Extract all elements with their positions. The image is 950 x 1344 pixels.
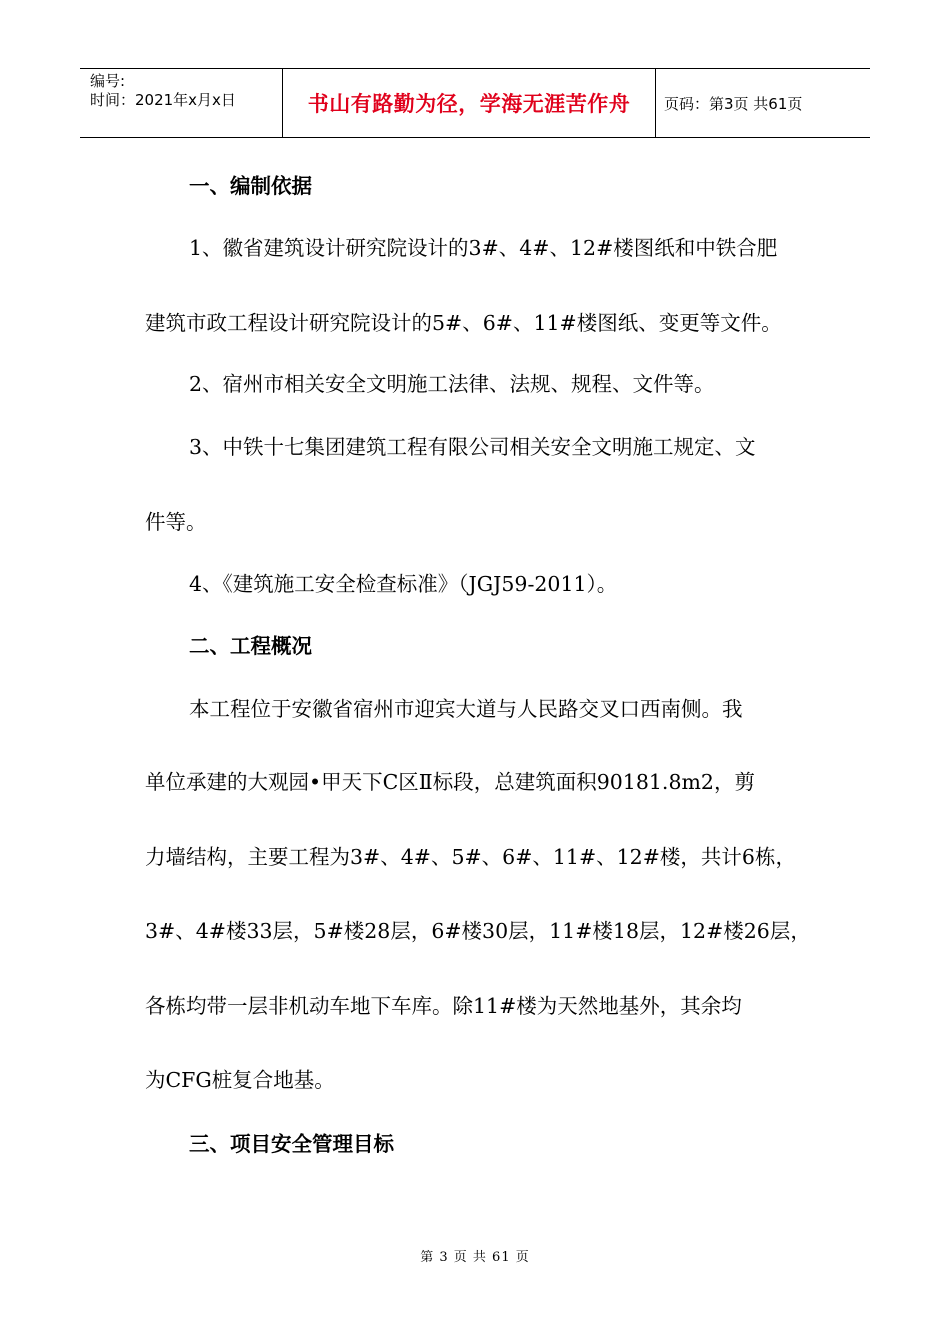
section-heading-basis: 一、编制依据 xyxy=(189,174,312,198)
paragraph-line: 3、中铁十七集团建筑工程有限公司相关安全文明施工规定、文 xyxy=(189,435,756,459)
header-motto: 书山有路勤为径，学海无涯苦作舟 xyxy=(282,69,656,137)
paragraph-line: 建筑市政工程设计研究院设计的5#、6#、11#楼图纸、变更等文件。 xyxy=(145,311,782,335)
header-page-info: 页码：第3页 共61页 xyxy=(664,94,803,113)
paragraph-line: 力墙结构，主要工程为3#、4#、5#、6#、11#、12#楼，共计6栋， xyxy=(145,845,796,869)
paragraph-line: 3#、4#楼33层，5#楼28层，6#楼30层，11#楼18层，12#楼26层， xyxy=(145,919,811,943)
paragraph-line: 本工程位于安徽省宿州市迎宾大道与人民路交叉口西南侧。我 xyxy=(189,697,743,721)
section-heading-safety-goals: 三、项目安全管理目标 xyxy=(189,1132,394,1156)
paragraph-line: 单位承建的大观园•甲天下C区Ⅱ标段，总建筑面积90181.8m2，剪 xyxy=(145,770,755,794)
paragraph-line: 1、徽省建筑设计研究院设计的3#、4#、12#楼图纸和中铁合肥 xyxy=(189,236,778,260)
paragraph-line: 各栋均带一层非机动车地下车库。除11#楼为天然地基外，其余均 xyxy=(145,994,742,1018)
document-number-label: 编号: xyxy=(90,72,126,90)
header-meta xyxy=(80,69,282,137)
paragraph-line: 件等。 xyxy=(145,510,207,534)
paragraph-line: 4、《建筑施工安全检查标准》（JGJ59-2011）。 xyxy=(189,572,618,596)
document-date: 时间：2021年x月x日 xyxy=(90,91,236,109)
section-heading-overview: 二、工程概况 xyxy=(189,634,312,658)
page-header xyxy=(80,68,870,138)
paragraph-line: 2、宿州市相关安全文明施工法律、法规、规程、文件等。 xyxy=(189,372,715,396)
page-footer: 第 3 页 共 61 页 xyxy=(420,1250,530,1265)
paragraph-line: 为CFG桩复合地基。 xyxy=(145,1068,335,1092)
